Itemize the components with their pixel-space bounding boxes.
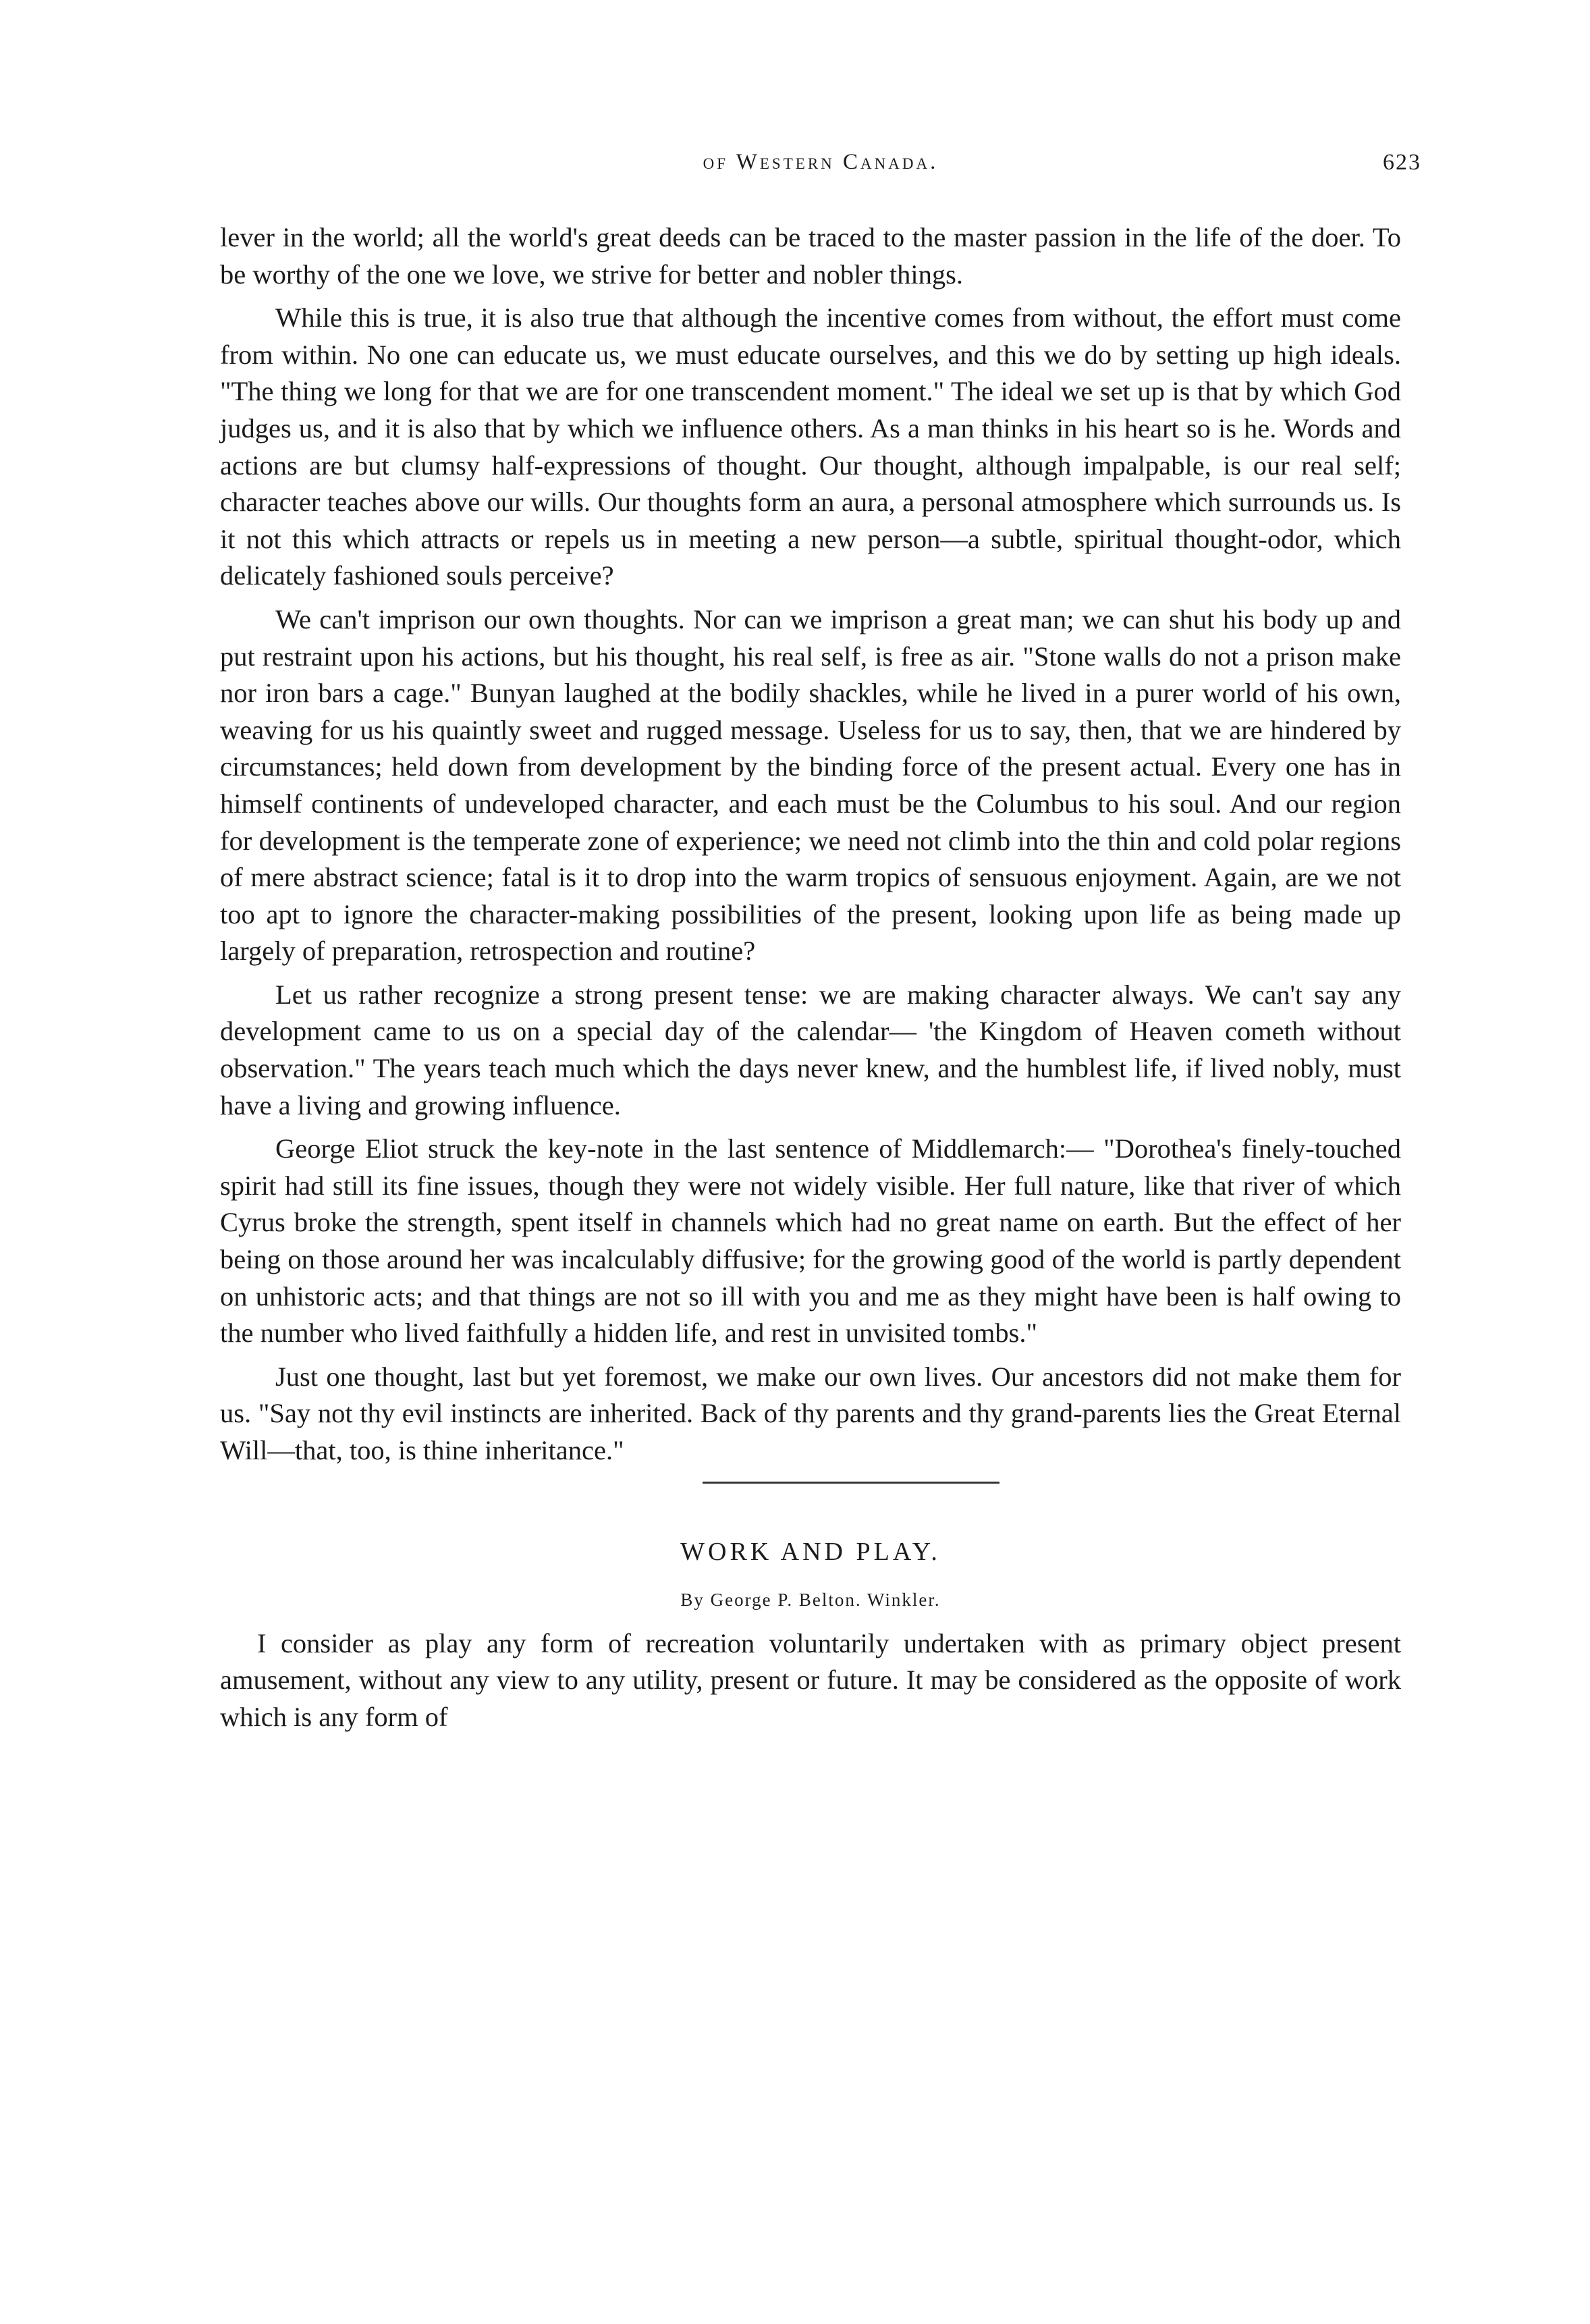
paragraph: We can't imprison our own thoughts. Nor can we imprison a great man; we can shut his body up and put restraint upon his actions, but his thought, his real self, is free as air. "Stone walls do not a prison make nor iron bars a cage." Bunyan laughed at the bodily shackles, while he lived in a purer world of his own, weaving for us his quaintly sweet and rugged message. Useless for us to say, then, that we are hindered by circumstances; held down from development by the binding force of the present actual. Every one has in himself continents of undeveloped character, and each must be the Columbus to his soul. And our region for development is the temperate zone of experience; we need not climb into the thin and cold polar regions of mere abstract science; fatal is it to drop into the warm tropics of sensuous enjoyment. Again, are we not too apt to ignore the character-making possibilities of the present, looking upon life as being made up largely of preparation, retrospection and routine? (220, 603, 1401, 967)
article-body (220, 1625, 1401, 1736)
article-title: WORK AND PLAY. (680, 1537, 941, 1566)
paragraph: lever in the world; all the world's great deeds can be traced to the master passion in the life of the doer. To be worthy of the one we love, we strive for better and nobler things. (220, 222, 1401, 290)
paragraph: George Eliot struck the key-note in the last sentence of Middlemarch:— "Dorothea's finely-touched spirit had still its fine issues, though they were not widely visible. Her full nature, like that river of which Cyrus broke the strength, spent itself in channels which had no great name on earth. But the effect of her being on those around her was incalculably diffusive; for the growing good of the world is partly dependent on unhistoric acts; and that things are not so ill with you and me as they might have been is half owing to the number who lived faithfully a hidden life, and rest in unvisited tombs." (220, 1133, 1401, 1349)
paragraph: Let us rather recognize a strong present tense: we are making character always. We can't say any development came to us on a special day of the calendar— 'the Kingdom of Heaven cometh without observation." The years teach much which the days never knew, and the humblest life, if lived nobly, must have a living and growing influence. (220, 979, 1401, 1120)
page-number: 623 (1383, 150, 1421, 175)
body-text (220, 219, 1401, 1735)
running-head (220, 150, 1421, 190)
paragraph: Just one thought, last but yet foremost, we make our own lives. Our ancestors did not make them for us. "Say not thy evil instincts are inherited. Back of thy parents and thy grand-parents lies the Great Eternal Will—that, too, is thine inheritance." (220, 1361, 1401, 1465)
article-byline: By George P. Belton. Winkler. (680, 1589, 941, 1610)
section-divider (703, 1482, 999, 1496)
paragraph: I consider as play any form of recreation voluntarily undertaken with as primary object present amusement, without any view to any utility, present or future. It may be considered as the opposite of work which is any form of (220, 1627, 1401, 1732)
running-title: of Western Canada. (703, 150, 939, 174)
paragraph: While this is true, it is also true that although the incentive comes from without, the effort must come from within. No one can educate us, we must educate ourselves, and this we do by setting up high ideals. "The thing we long for that we are for one transcendent moment." The ideal we set up is that by which God judges us, and it is also that by which we influence others. As a man thinks in his heart so is he. Words and actions are but clumsy half-expressions of thought. Our thought, although impalpable, is our real self; character teaches above our wills. Our thoughts form an aura, a personal atmosphere which surrounds us. Is it not this which attracts or repels us in meeting a new person—a subtle, spiritual thought-odor, which delicately fashioned souls perceive? (220, 302, 1401, 591)
